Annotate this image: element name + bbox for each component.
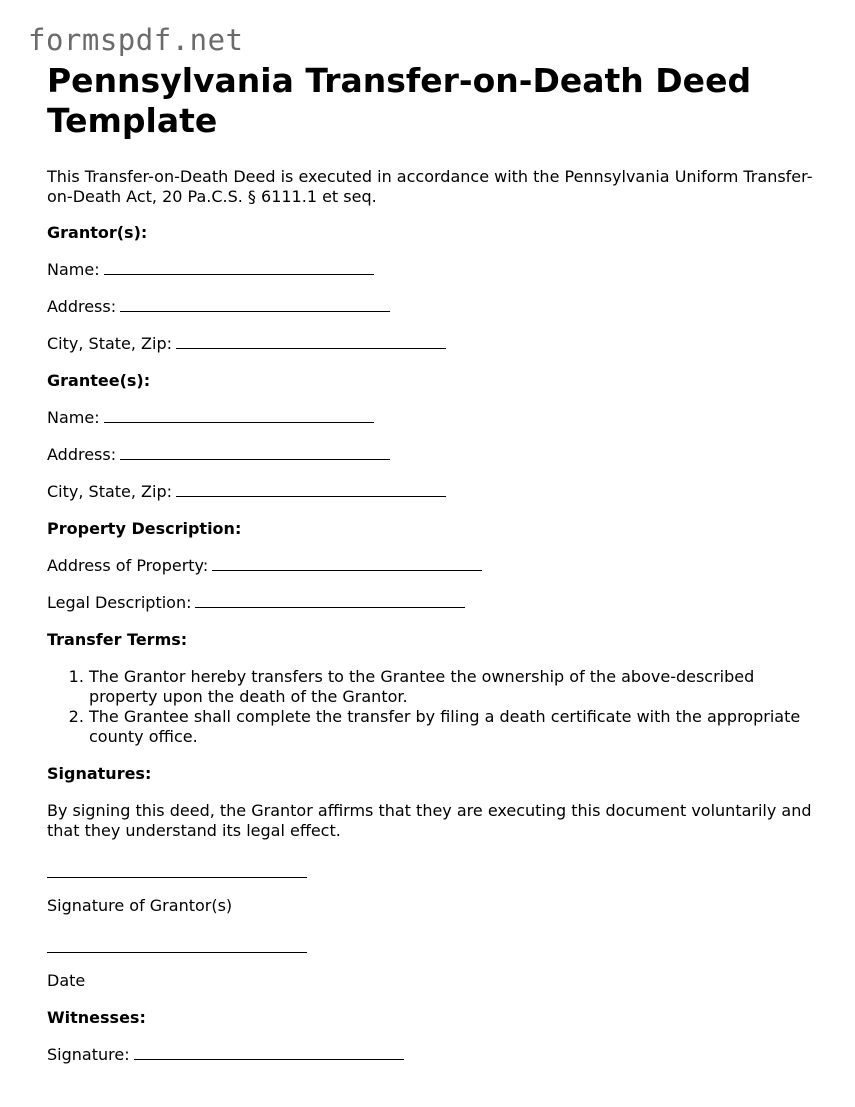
grantor-address-field — [47, 297, 827, 317]
property-heading: Property Description: — [47, 519, 242, 538]
grantee-heading: Grantee(s): — [47, 371, 151, 390]
terms-item-1: 1. The Grantor hereby transfers to the Grantee the ownership of the above-described property upon the death of the Grantor. — [89, 667, 827, 707]
grantee-name-field — [47, 408, 827, 428]
date-label: Date — [47, 971, 86, 990]
grantee-city-blank[interactable] — [176, 482, 446, 497]
terms-heading: Transfer Terms: — [47, 630, 188, 649]
grantee-address-field — [47, 445, 827, 465]
legal-description-blank[interactable] — [195, 593, 465, 608]
property-address-blank[interactable] — [212, 556, 482, 571]
date-line[interactable] — [47, 951, 307, 953]
signatures-statement: By signing this deed, the Grantor affirms that they are executing this document voluntarily and that they understand its legal effect. — [47, 801, 812, 840]
intro-paragraph: This Transfer-on-Death Deed is executed in accordance with the Pennsylvania Uniform Transfer-on-Death Act, 20 Pa.C.S. § 6111.1 et seq. — [47, 167, 813, 206]
grantee-city-field — [47, 482, 827, 502]
witnesses-heading: Witnesses: — [47, 1008, 146, 1027]
grantee-address-blank[interactable] — [120, 445, 390, 460]
witness-signature-blank[interactable] — [134, 1045, 404, 1060]
grantor-name-label: Name: — [47, 260, 100, 279]
page-title: Pennsylvania Transfer-on-Death Deed Template — [47, 61, 752, 140]
grantor-signature-line[interactable] — [47, 876, 307, 878]
signatures-heading: Signatures: — [47, 764, 152, 783]
terms-list — [47, 667, 827, 747]
grantee-city-label: City, State, Zip: — [47, 482, 173, 501]
grantor-city-blank[interactable] — [176, 334, 446, 349]
witness-signature-field — [47, 1045, 827, 1065]
property-address-field — [47, 556, 827, 576]
grantor-city-label: City, State, Zip: — [47, 334, 173, 353]
deed-document — [47, 61, 827, 1065]
grantor-signature-label: Signature of Grantor(s) — [47, 896, 233, 915]
grantee-address-label: Address: — [47, 445, 117, 464]
property-address-label: Address of Property: — [47, 556, 209, 575]
terms-item-2: 2. The Grantee shall complete the transfer by filing a death certificate with the appropriate county office. — [89, 707, 827, 747]
legal-description-label: Legal Description: — [47, 593, 192, 612]
grantor-city-field — [47, 334, 827, 354]
grantor-name-blank[interactable] — [104, 260, 374, 275]
grantor-address-label: Address: — [47, 297, 117, 316]
grantee-name-blank[interactable] — [104, 408, 374, 423]
grantor-heading: Grantor(s): — [47, 223, 148, 242]
grantee-name-label: Name: — [47, 408, 100, 427]
legal-description-field — [47, 593, 827, 613]
watermark-logo: formspdf.net — [28, 23, 244, 57]
witness-signature-label: Signature: — [47, 1045, 130, 1064]
grantor-name-field — [47, 260, 827, 280]
grantor-address-blank[interactable] — [120, 297, 390, 312]
